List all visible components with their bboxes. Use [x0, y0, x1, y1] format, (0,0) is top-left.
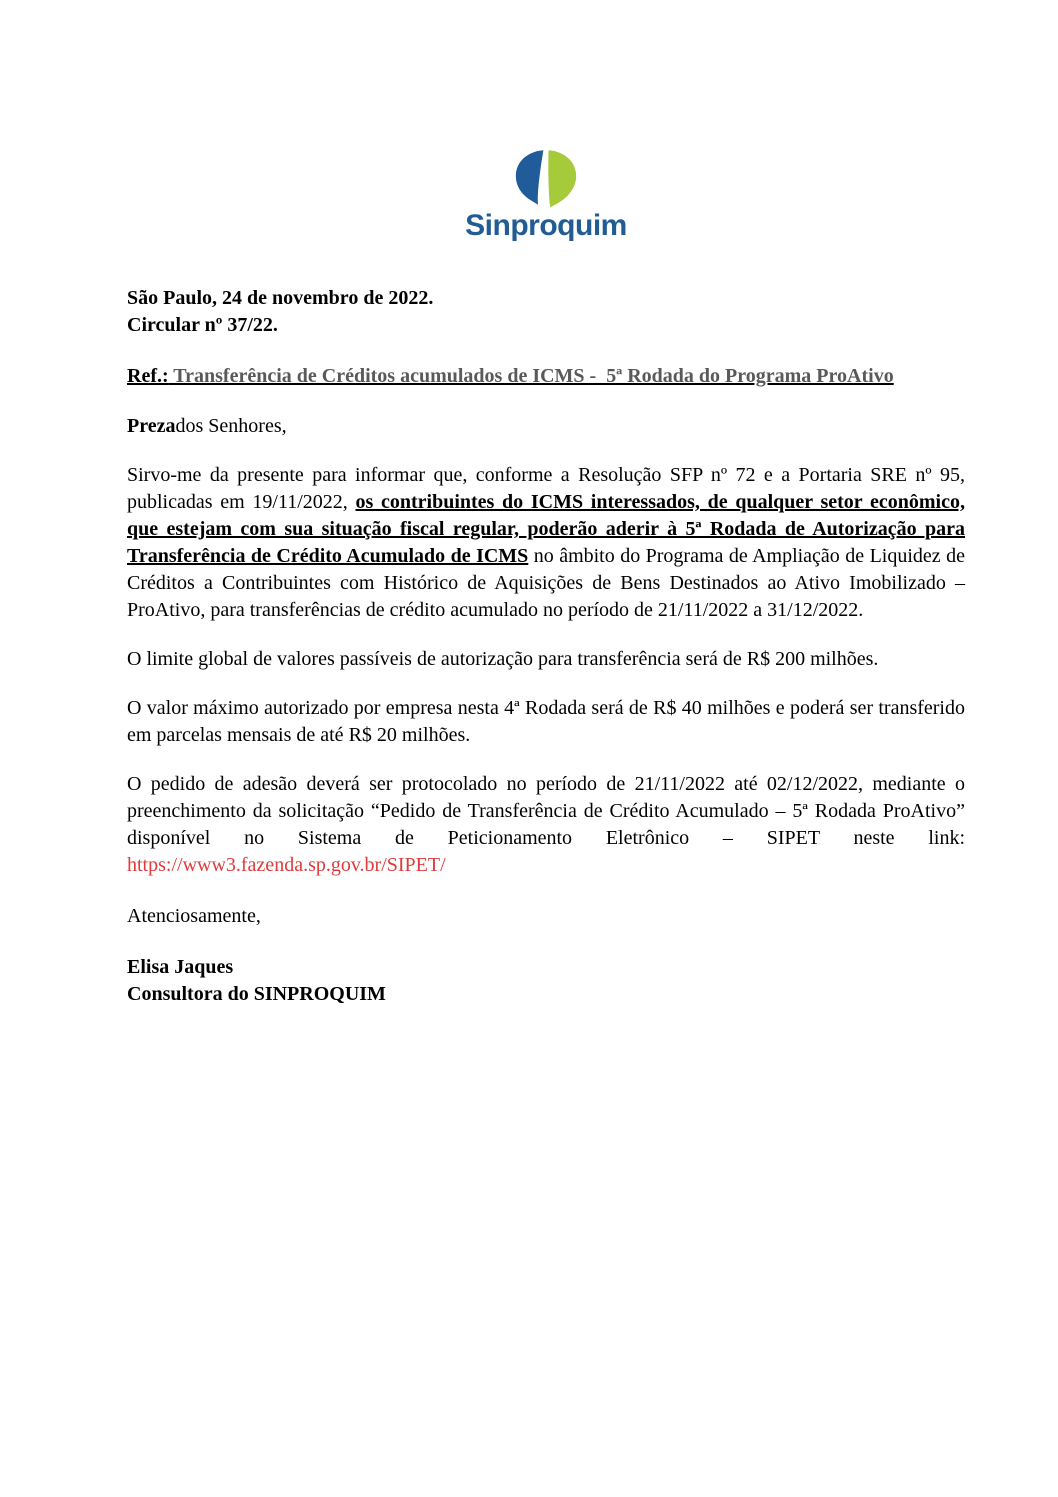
paragraph-announcement	[127, 462, 965, 624]
para1-run1: Sirvo-me da presente para informar que, conforme a Resolução SFP nº 72 e a Portaria SRE nº 95, publicadas em 19/11/2022,	[127, 464, 965, 513]
sipet-link[interactable]: https://www3.fazenda.sp.gov.br/SIPET/	[127, 854, 446, 876]
salutation-bold-part: Preza	[127, 415, 176, 437]
paragraph-application	[127, 771, 965, 879]
para4-run1: O pedido de adesão deverá ser protocolado no período de 21/11/2022 até 02/12/2022, mediante o preenchimento da solicitação “Pedido de Transferência de Crédito Acumulado – 5ª Rodada ProAtivo” disponível no Sistema de Peticionamento Eletrônico – SIPET neste link:	[127, 773, 965, 849]
salutation	[127, 413, 965, 440]
logo-wordmark: Sinproquim	[465, 209, 627, 242]
signer-title: Consultora do SINPROQUIM	[127, 983, 386, 1005]
para1-emphasized-run: os contribuintes do ICMS interessados, de qualquer setor econômico, que estejam com sua situação fiscal regular, poderão aderir à 5ª Rodada de Autorização para Transferência de Crédito Acumulado de ICMS	[127, 491, 965, 567]
logo-right-petal-icon	[548, 150, 576, 207]
reference-line	[127, 363, 965, 390]
letter-header	[127, 285, 965, 339]
sinproquim-logo-mark-icon	[513, 149, 579, 208]
reference-label: Ref.:	[127, 365, 169, 387]
paragraph-company-limit: O valor máximo autorizado por empresa nesta 4ª Rodada será de R$ 40 milhões e poderá ser transferido em parcelas mensais de até R$ 20 milhões.	[127, 697, 965, 746]
salutation-regular-part: dos Senhores,	[175, 415, 287, 437]
logo-left-petal-icon	[516, 150, 544, 204]
signature-block	[127, 954, 965, 1008]
valediction: Atenciosamente,	[127, 905, 261, 927]
para1-run3: no âmbito do Programa de Ampliação de Liquidez de Créditos a Contribuintes com Histórico de Aquisições de Bens Destinados ao Ativo Imobilizado – ProAtivo, para transferências de crédito acumulado no período de 21/11/2022 a 31/12/2022.	[127, 545, 965, 621]
signer-name: Elisa Jaques	[127, 956, 234, 978]
circular-number: Circular nº 37/22.	[127, 314, 278, 336]
sinproquim-logo	[127, 0, 965, 241]
reference-subject: Transferência de Créditos acumulados de ICMS - 5ª Rodada do Programa ProAtivo	[168, 365, 894, 387]
dateline: São Paulo, 24 de novembro de 2022.	[127, 287, 434, 309]
paragraph-global-limit: O limite global de valores passíveis de autorização para transferência será de R$ 200 milhões.	[127, 648, 879, 670]
